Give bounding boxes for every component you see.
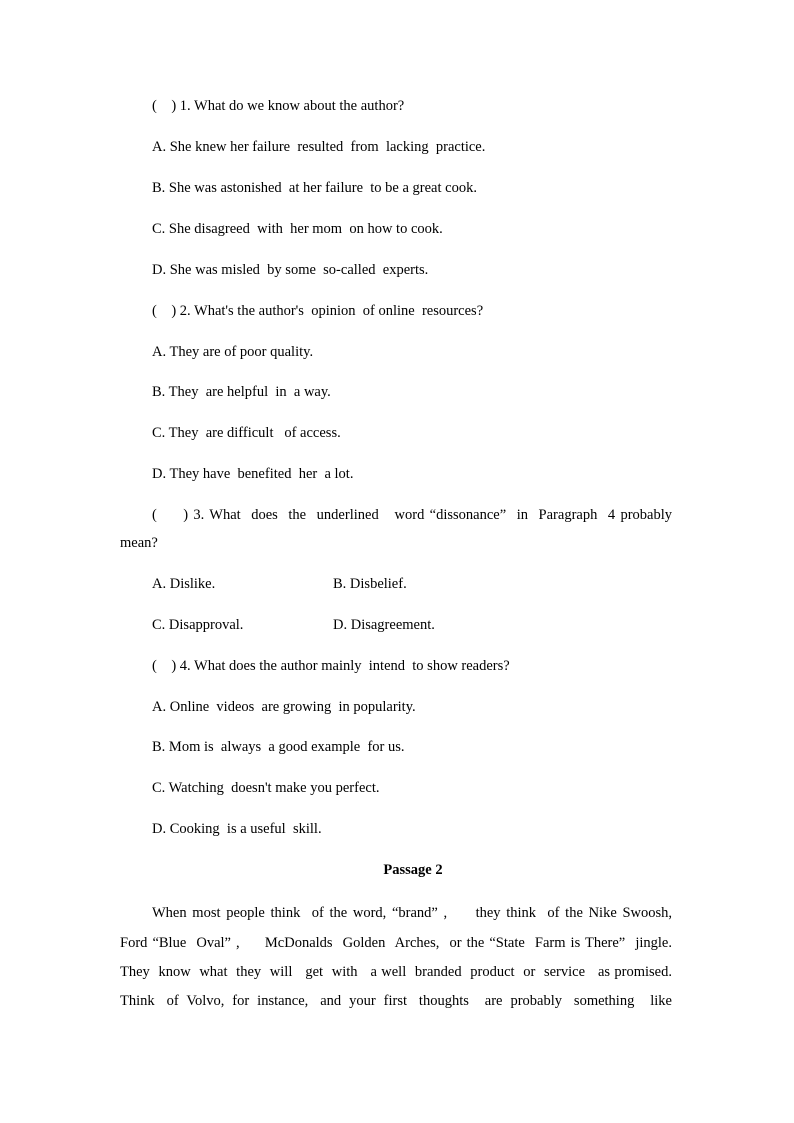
question-4-option-d: D. Cooking is a useful skill. bbox=[152, 821, 322, 837]
question-1-option-b: B. She was astonished at her failure to be a great cook. bbox=[152, 180, 477, 196]
question-4-option-a: A. Online videos are growing in popularity. bbox=[152, 699, 416, 715]
question-3-option-b: B. Disbelief. bbox=[333, 576, 407, 592]
question-1-stem: ( ) 1. What do we know about the author? bbox=[152, 98, 405, 114]
passage-line: They know what they will get with a well branded product or service as promised. bbox=[120, 964, 672, 980]
passage-line: Ford “Blue Oval” , McDonalds Golden Arches, or the “State Farm is There” jingle. bbox=[120, 935, 672, 951]
passage-line: Think of Volvo, for instance, and your first thoughts are probably something like bbox=[120, 993, 672, 1009]
question-2-option-b: B. They are helpful in a way. bbox=[152, 384, 331, 400]
question-1-option-c: C. She disagreed with her mom on how to cook. bbox=[152, 221, 443, 237]
question-4-option-b: B. Mom is always a good example for us. bbox=[152, 739, 405, 755]
question-3-stem-continued: mean? bbox=[120, 535, 158, 551]
question-1-option-a: A. She knew her failure resulted from lacking practice. bbox=[152, 139, 486, 155]
question-2-option-d: D. They have benefited her a lot. bbox=[152, 466, 354, 482]
passage-line: When most people think of the word, “brand” , they think of the Nike Swoosh, bbox=[152, 905, 672, 921]
question-3-stem: ( ) 3. What does the underlined word “dissonance” in Paragraph 4 probably bbox=[152, 507, 672, 523]
question-4-stem: ( ) 4. What does the author mainly intend to show readers? bbox=[152, 658, 510, 674]
question-3-option-a: A. Dislike. bbox=[152, 576, 216, 592]
question-2-stem: ( ) 2. What's the author's opinion of online resources? bbox=[152, 303, 484, 319]
question-3-option-c: C. Disapproval. bbox=[152, 617, 244, 633]
passage-title: Passage 2 bbox=[383, 862, 443, 878]
question-3-option-d: D. Disagreement. bbox=[333, 617, 435, 633]
question-2-option-a: A. They are of poor quality. bbox=[152, 344, 314, 360]
question-1-option-d: D. She was misled by some so-called experts. bbox=[152, 262, 429, 278]
question-4-option-c: C. Watching doesn't make you perfect. bbox=[152, 780, 380, 796]
question-2-option-c: C. They are difficult of access. bbox=[152, 425, 341, 441]
